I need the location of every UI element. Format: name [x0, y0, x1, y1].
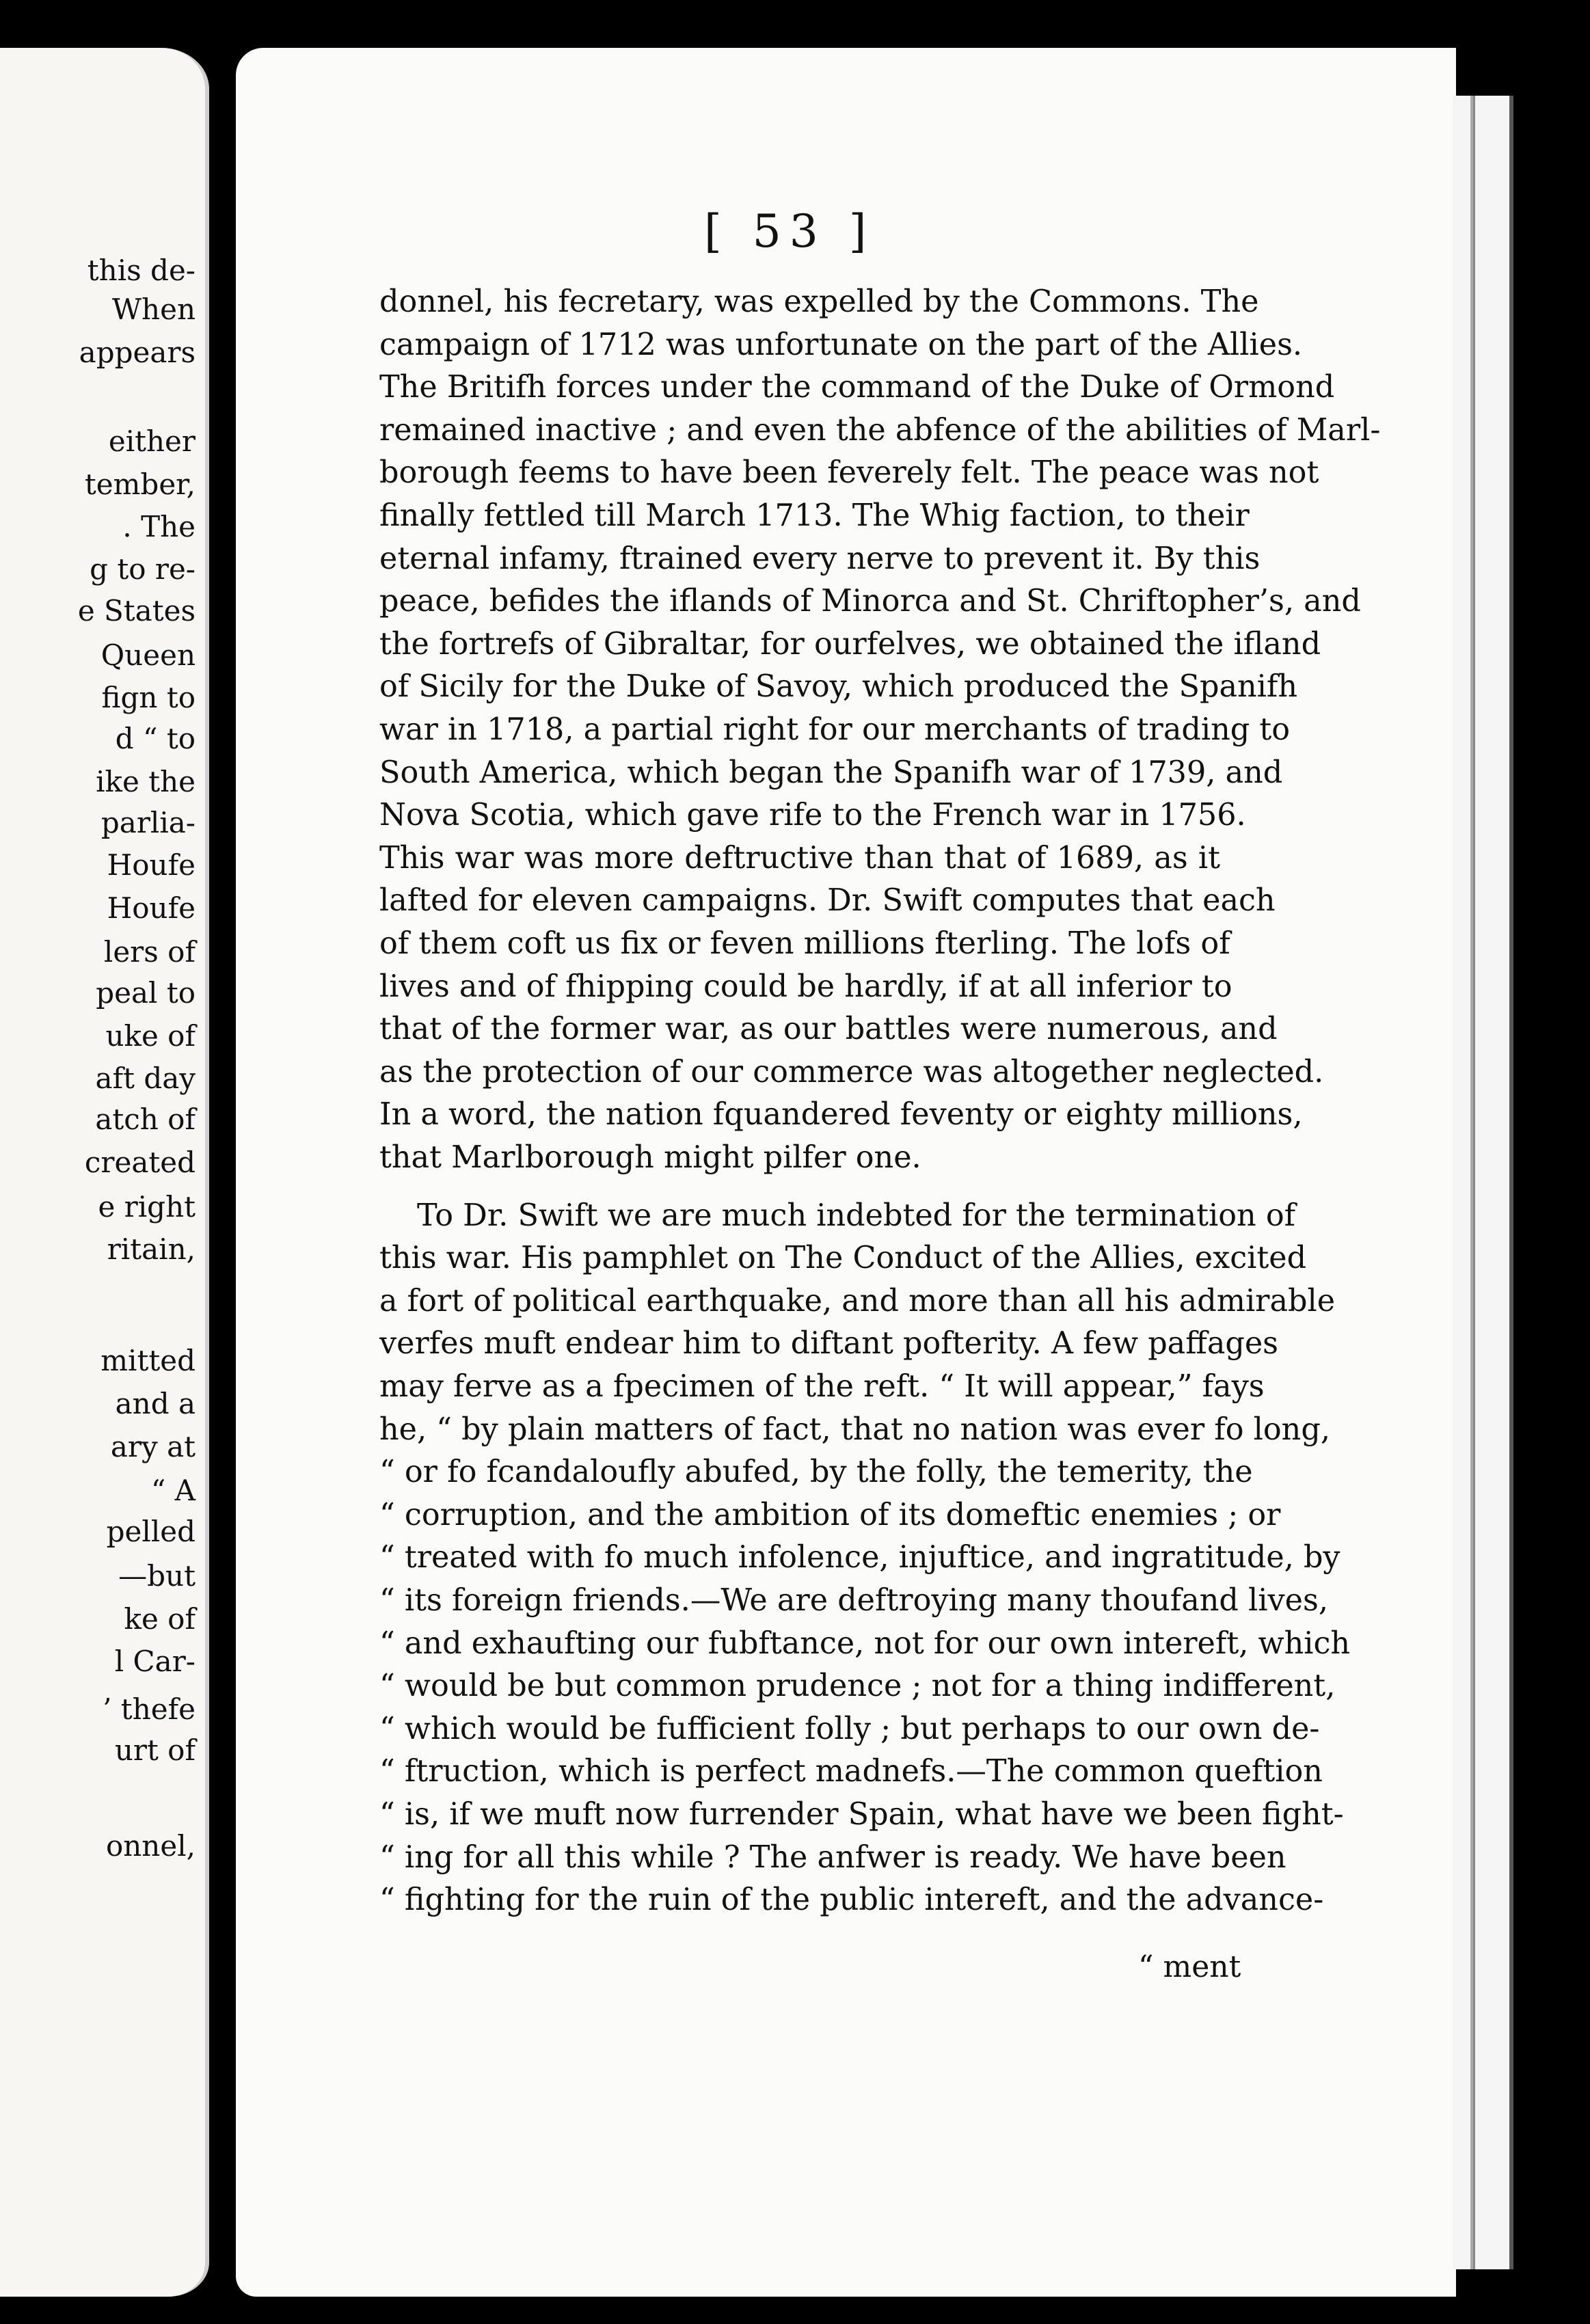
left-page-fragment: mitted [100, 1344, 196, 1377]
body-line: Nova Scotia, which gave rife to the French war in 1756. [379, 798, 1246, 833]
left-page-fragment: e right [98, 1190, 196, 1224]
body-line: lafted for eleven campaigns. Dr. Swift computes that each [379, 883, 1276, 918]
left-page-fragment: When [111, 293, 196, 326]
body-line: “ is, if we muft now furrender Spain, what have we been fight- [379, 1797, 1344, 1832]
body-line: eternal infamy, ftrained every nerve to prevent it. By this [379, 541, 1261, 576]
body-line: “ which would be fufficient folly ; but perhaps to our own de- [379, 1712, 1320, 1746]
body-line: campaign of 1712 was unfortunate on the part of the Allies. [379, 327, 1303, 362]
body-line: of them coft us fix or feven millions fterling. The lofs of [379, 926, 1230, 961]
left-page-fragment: urt of [114, 1733, 196, 1767]
left-page-fragment: either [108, 424, 196, 458]
body-line: war in 1718, a partial right for our merchants of trading to [379, 712, 1291, 747]
body-line: of Sicily for the Duke of Savoy, which produced the Spanifh [379, 669, 1297, 704]
body-line: he, “ by plain matters of fact, that no nation was ever fo long, [379, 1412, 1330, 1447]
body-line: remained inactive ; and even the abfence of the abilities of Marl- [379, 413, 1381, 448]
left-page-fragment: l Car- [114, 1645, 196, 1678]
body-line: this war. His pamphlet on The Conduct of the Allies, excited [379, 1241, 1307, 1275]
left-page-fragment: “ A [150, 1474, 196, 1507]
page-edge [1453, 96, 1473, 2269]
body-line: borough feems to have been feverely felt. The peace was not [379, 455, 1319, 490]
left-page-fragment: Houfe [107, 848, 196, 882]
left-page-fragment: g to re- [90, 552, 196, 586]
left-page-fragment: aft day [95, 1062, 196, 1095]
body-line: “ ftruction, which is perfect madnefs.—The common queftion [379, 1754, 1323, 1789]
left-page-fragment: —but [118, 1559, 196, 1593]
body-line: This war was more deftructive than that of 1689, as it [379, 841, 1220, 876]
left-page-fragment: peal to [96, 976, 196, 1010]
body-line: In a word, the nation fquandered feventy or eighty millions, [379, 1097, 1303, 1132]
body-line: “ corruption, and the ambition of its domeftic enemies ; or [379, 1498, 1281, 1532]
body-line: South America, which began the Spanifh war of 1739, and [379, 755, 1283, 790]
left-page-fragment: ’ thefe [103, 1692, 196, 1726]
body-line: the fortrefs of Gibraltar, for ourfelves, we obtained the ifland [379, 627, 1321, 662]
catchword: “ ment [1138, 1949, 1241, 1984]
body-line: peace, befides the iflands of Minorca and St. Chriftopher’s, and [379, 584, 1361, 619]
body-line: “ or fo fcandaloufly abufed, by the folly, the temerity, the [379, 1455, 1253, 1489]
left-page-fragment: uke of [105, 1019, 196, 1053]
left-page-fragment: e States [77, 594, 196, 627]
left-page-fragment: this de- [87, 254, 196, 287]
body-line: “ treated with fo much infolence, injuftice, and ingratitude, by [379, 1540, 1340, 1575]
left-page-fragment: fign to [101, 681, 196, 714]
body-line: verfes muft endear him to diftant pofterity. A few paffages [379, 1326, 1279, 1361]
left-page-fragment: and a [115, 1387, 196, 1420]
body-line: To Dr. Swift we are much indebted for the termination of [417, 1198, 1296, 1233]
body-line: “ and exhaufting our fubftance, not for our own intereft, which [379, 1626, 1351, 1661]
body-line: that Marlborough might pilfer one. [379, 1140, 921, 1175]
left-page-fragment: lers of [103, 935, 196, 969]
left-page-fragment: . The [122, 510, 196, 543]
body-line: “ would be but common prudence ; not for a thing indifferent, [379, 1668, 1336, 1703]
left-page-fragment: ke of [124, 1602, 196, 1636]
body-line: “ its foreign friends.—We are deftroying many thoufand lives, [379, 1583, 1328, 1618]
left-page-fragment: parlia- [100, 806, 196, 839]
body-line: a fort of political earthquake, and more than all his admirable [379, 1284, 1336, 1319]
left-page-fragment: onnel, [105, 1829, 196, 1863]
left-page-fragment: Queen [100, 638, 196, 672]
left-page-fragment: ritain, [107, 1232, 196, 1266]
left-page-fragment: atch of [95, 1103, 196, 1136]
page-edge [1473, 96, 1513, 2269]
body-line: may ferve as a fpecimen of the reft. “ It will appear,” fays [379, 1369, 1265, 1404]
left-page-fragment: appears [79, 336, 196, 369]
body-line: The Britifh forces under the command of the Duke of Ormond [379, 370, 1335, 405]
left-page-fragment: ary at [110, 1430, 196, 1463]
left-page-fragment: tember, [84, 468, 196, 501]
left-page-fragment: d “ to [115, 722, 196, 755]
body-line: donnel, his fecretary, was expelled by the Commons. The [379, 284, 1259, 319]
body-line: “ ing for all this while ? The anfwer is ready. We have been [379, 1840, 1286, 1875]
left-page-fragment: Houfe [107, 891, 196, 925]
body-line: as the protection of our commerce was altogether neglected. [379, 1055, 1324, 1090]
left-page-fragment: ike the [96, 765, 196, 798]
left-page-fragment: pelled [106, 1515, 196, 1548]
left-page [0, 48, 209, 2297]
body-line: lives and of fhipping could be hardly, if at all inferior to [379, 969, 1232, 1004]
body-line: “ fighting for the ruin of the public intereft, and the advance- [379, 1882, 1324, 1917]
body-line: finally fettled till March 1713. The Whig faction, to their [379, 498, 1250, 533]
body-line: that of the former war, as our battles were numerous, and [379, 1012, 1278, 1046]
page-number: [ 53 ] [704, 205, 875, 258]
left-page-fragment: created [84, 1146, 196, 1179]
